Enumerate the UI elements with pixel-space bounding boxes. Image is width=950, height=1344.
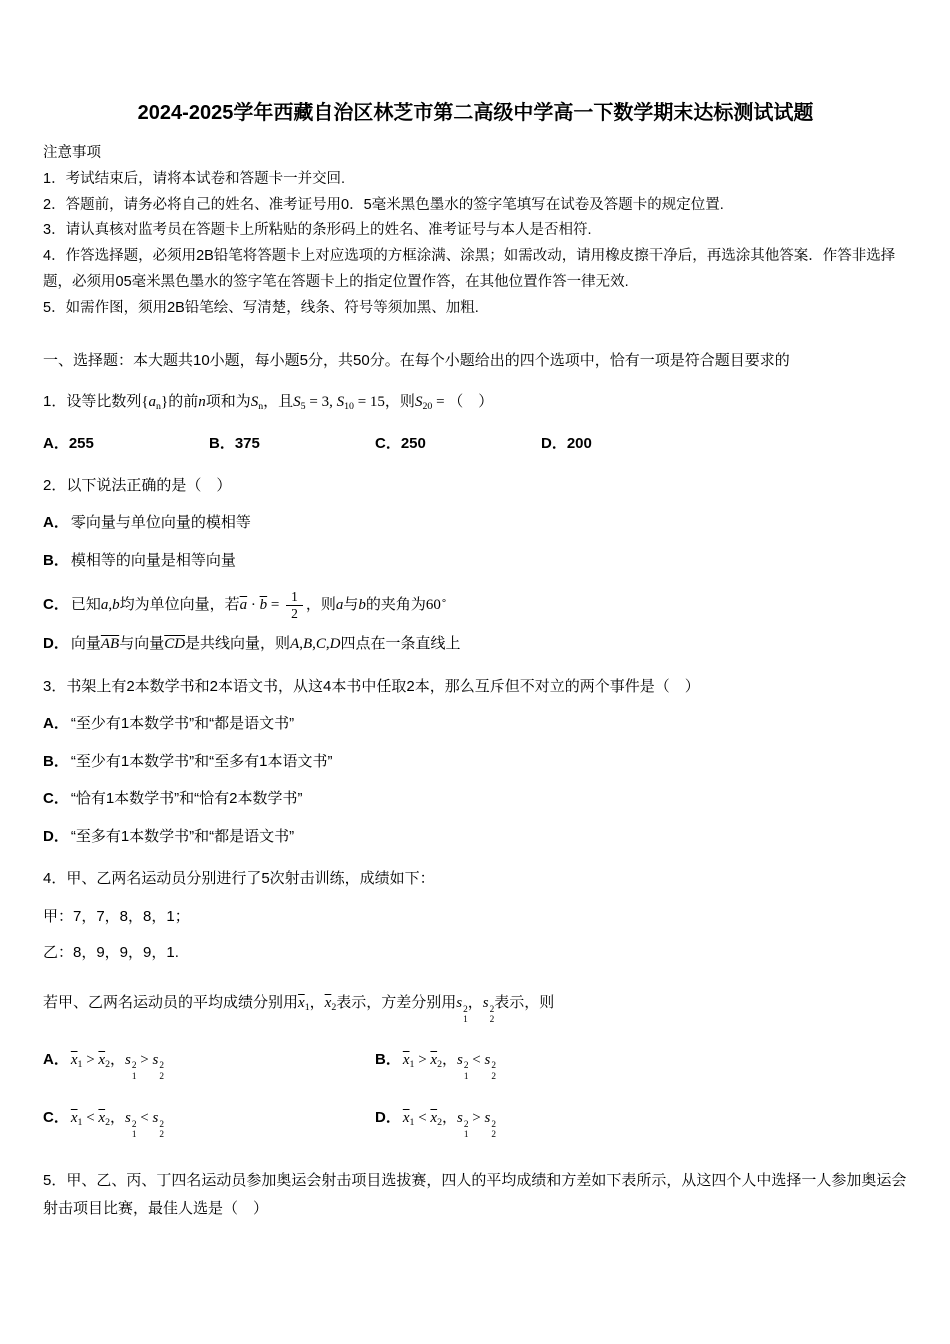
q4-score-yi: 乙：8，9，9，9，1. xyxy=(43,944,179,962)
question-5-stem: 5．甲、乙、丙、丁四名运动员参加奥运会射击项目选拔赛，四人的平均成绩和方差如下表所示，从这四个人中选择一人参加奥运会射击项目比赛，最佳人选是（ ） xyxy=(43,1171,907,1217)
q1-option-b: B．375 xyxy=(209,435,260,453)
question-1 xyxy=(43,388,908,457)
q3-option-d xyxy=(43,823,908,852)
section-one-header: 一、选择题：本大题共10小题，每小题5分，共50分。在每个小题给出的四个选项中，恰有一项是符合题目要求的 xyxy=(43,351,790,369)
question-3-stem: 3．书架上有2本数学书和2本语文书，从这4本书中任取2本，那么互斥但不对立的两个事件是（ ） xyxy=(43,677,700,695)
option-label: A． xyxy=(43,715,69,733)
question-4 xyxy=(43,865,908,1140)
option-label: A． xyxy=(43,514,69,532)
q2-option-c xyxy=(43,589,908,621)
q3-option-a xyxy=(43,710,908,739)
q4-option-a xyxy=(43,1048,375,1082)
note-item-1: 1．考试结束后，请将本试卷和答题卡一并交回. xyxy=(43,170,346,187)
question-2-stem: 2．以下说法正确的是（ ） xyxy=(43,476,232,494)
option-text: “恰有1本数学书”和“恰有2本数学书” xyxy=(70,790,303,808)
option-label: B． xyxy=(43,752,69,770)
q1-option-c: C．250 xyxy=(375,435,426,453)
q2-option-b xyxy=(43,547,908,576)
option-text: “至少有1本数学书”和“都是语文书” xyxy=(70,715,295,733)
option-label: C． xyxy=(43,790,69,808)
q3-option-c xyxy=(43,785,908,814)
q3-option-b xyxy=(43,748,908,777)
question-1-stem: 1．设等比数列$\{a_n\}$的前n项和为$S_n$，且$S_5 = 3$, $S_{10} = 15$，则$S_{20}$ = （ ） xyxy=(43,393,494,413)
option-label: D． xyxy=(43,635,69,653)
exam-title: 2024-2025学年西藏自治区林芝市第二高级中学高一下数学期末达标测试试题 xyxy=(137,102,814,124)
question-3 xyxy=(43,673,908,852)
question-2 xyxy=(43,472,908,659)
option-label: B． xyxy=(375,1050,401,1068)
option-label: A． xyxy=(43,1050,69,1068)
option-label: C． xyxy=(43,596,69,614)
note-item-3: 3．请认真核对监考员在答题卡上所粘贴的条形码上的姓名、准考证号与本人是否相符. xyxy=(43,222,592,239)
note-item-2: 2．答题前，请务必将自己的姓名、准考证号用0．5毫米黑色墨水的签字笔填写在试卷及答题卡的规定位置. xyxy=(43,196,724,213)
option-label: B． xyxy=(43,551,69,569)
option-text: “至多有1本数学书”和“都是语文书” xyxy=(70,827,295,845)
question-1-options-row xyxy=(43,431,908,458)
option-text: 向量$\overline{AB}$与向量$\overline{CD}$是共线向量，则A,B,C,D四点在一条直线上 xyxy=(70,635,461,653)
option-text: 已知a,b均为单位向量，若$\overline{a} \cdot \overline{b}$ = $\frac{1}{2}$ ，则a与b的夹角为60∘ xyxy=(70,589,448,621)
option-text: “至少有1本数学书”和“至多有1本语文书” xyxy=(70,752,333,770)
option-text: $\overline{x}_1 > \overline{x}_2$，s 2 1 > s 2 2 xyxy=(70,1051,165,1082)
option-text: $\overline{x}_1 > \overline{x}_2$，s 2 1 < s 2 2 xyxy=(402,1051,497,1082)
notes-header: 注意事项 xyxy=(43,145,101,161)
option-text: $\overline{x}_1 < \overline{x}_2$，s 2 1 < s 2 2 xyxy=(70,1110,165,1141)
question-4-options xyxy=(43,1048,908,1141)
q2-option-d xyxy=(43,630,908,659)
option-label: D． xyxy=(375,1109,401,1127)
question-4-stem: 4．甲、乙两名运动员分别进行了5次射击训练，成绩如下： xyxy=(43,870,435,888)
note-item-4: 4．作答选择题，必须用2B铅笔将答题卡上对应选项的方框涂满、涂黑；如需改动，请用橡皮擦干净后，再选涂其他答案．作答非选择题，必须用05毫米黑色墨水的签字笔在答题卡上的指定位置作答，在其他位置作答一律无效. xyxy=(43,248,896,290)
q1-option-a: A．255 xyxy=(43,435,94,453)
option-label: C． xyxy=(43,1109,69,1127)
question-5 xyxy=(43,1167,908,1224)
option-text: 模相等的向量是相等向量 xyxy=(70,551,236,569)
note-item-5: 5．如需作图，须用2B铅笔绘、写清楚，线条、符号等须加黑、加粗. xyxy=(43,299,479,316)
option-text: $\overline{x}_1 < \overline{x}_2$，s 2 1 > s 2 2 xyxy=(402,1110,497,1141)
notes-section xyxy=(43,141,908,322)
question-4-stem-2: 若甲、乙两名运动员的平均成绩分别用$\overline{x}_1$，$\overline{x}_2$表示，方差分别用s 2 1 ，s 2 2 表示，则 xyxy=(43,994,555,1026)
q4-option-d xyxy=(375,1106,908,1140)
q2-option-a xyxy=(43,509,908,538)
option-text: 零向量与单位向量的模相等 xyxy=(70,514,251,532)
option-label: D． xyxy=(43,827,69,845)
q4-option-c xyxy=(43,1106,375,1140)
q1-option-d: D．200 xyxy=(541,435,592,453)
q4-option-b xyxy=(375,1048,908,1082)
q4-score-jia: 甲：7，7，8，8，1； xyxy=(43,907,190,925)
